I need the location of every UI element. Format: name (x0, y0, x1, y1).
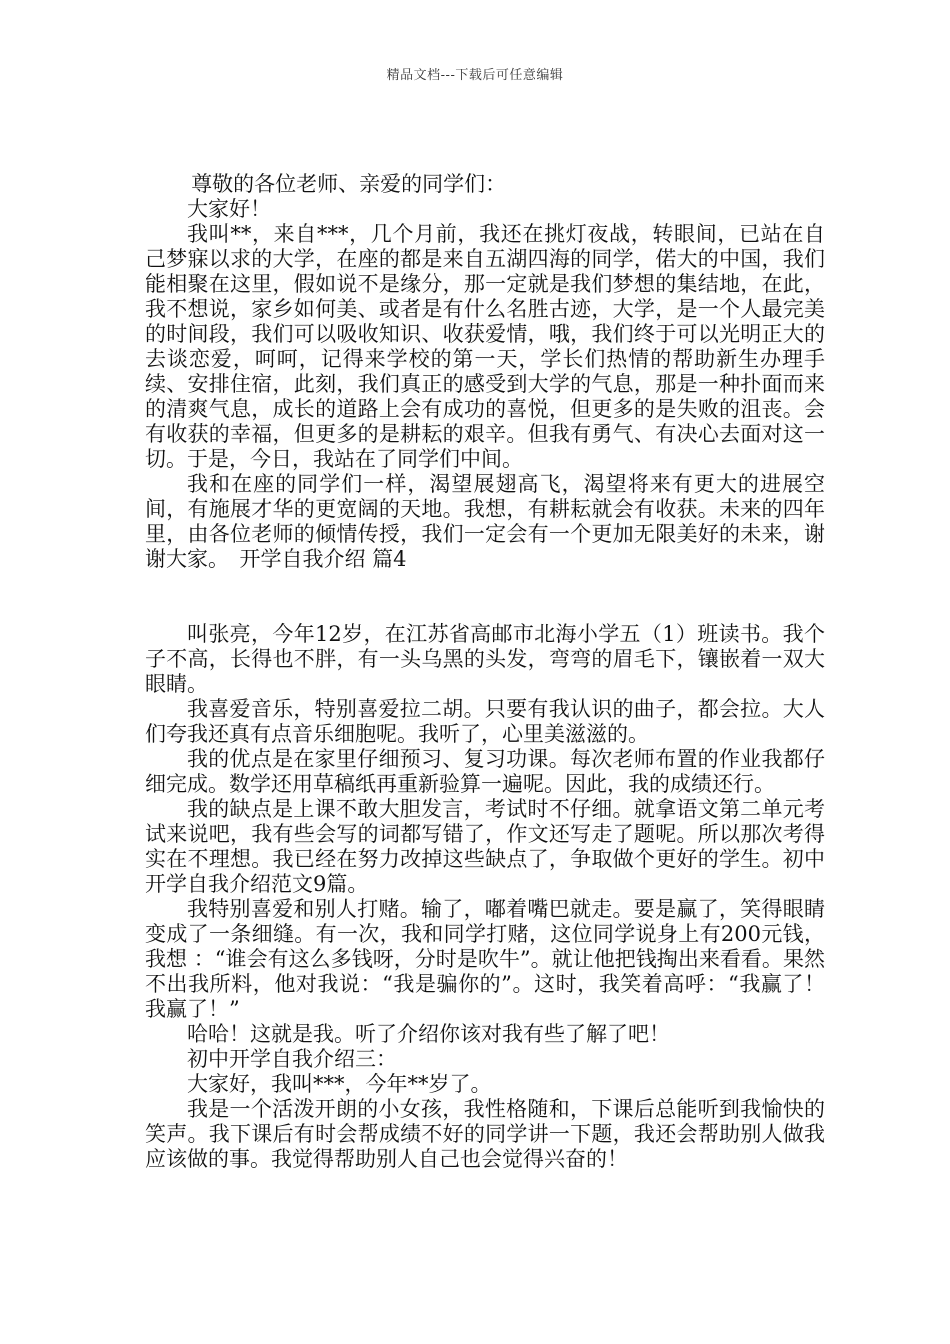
paragraph: 叫张亮，今年12岁，在江苏省高邮市北海小学五（1）班读书。我个子不高，长得也不胖，有一头乌黑的头发，弯弯的眉毛下，镶嵌着一双大眼睛。 (145, 622, 825, 696)
paragraph: 我特别喜爱和别人打赌。输了，嘟着嘴巴就走。要是赢了，笑得眼睛变成了一条细缝。有一次，我和同学打赌，这位同学说身上有200元钱，我想 ：“谁会有这么多钱呀，分时是吹牛”。就让他把钱掏出来看看。果然不出我所料，他对我说：“我是骗你的”。这时，我笑着高呼：“我赢了！我赢了！” (145, 897, 825, 1021)
section-title: 开学自我介绍 篇4 (239, 547, 407, 571)
subheading: 初中开学自我介绍三： (187, 1047, 397, 1071)
paragraph (145, 472, 825, 572)
paragraph: 我叫**，来自***，几个月前，我还在挑灯夜战，转眼间，已站在自己梦寐以求的大学，在座的都是来自五湖四海的同学，偌大的中国，我们能相聚在这里，假如说不是缘分，那一定就是我们梦想的集结地，在此，我不想说，家乡如何美、或者是有什么名胜古迹，大学，是一个人最完美的时间段，我们可以吸收知识、收获爱情，哦，我们终于可以光明正大的去谈恋爱，呵呵，记得来学校的第一天，学长们热情的帮助新生办理手续、安排住宿，此刻，我们真正的感受到大学的气息，那是一种扑面而来的清爽气息，成长的道路上会有成功的喜悦，但更多的是失败的沮丧。会有收获的幸福，但更多的是耕耘的艰辛。但我有勇气、有决心去面对这一切。于是，今日，我站在了同学们中间。 (145, 222, 825, 471)
paragraph: 我喜爱音乐，特别喜爱拉二胡。只要有我认识的曲子，都会拉。大人们夸我还真有点音乐细胞呢。我听了，心里美滋滋的。 (145, 697, 825, 746)
salutation: 尊敬的各位老师、亲爱的同学们： (191, 172, 507, 196)
greeting: 大家好！ (187, 197, 271, 221)
paragraph: 我是一个活泼开朗的小女孩，我性格随和，下课后总能听到我愉快的笑声。我下课后有时会帮成绩不好的同学讲一下题，我还会帮助别人做我应该做的事。我觉得帮助别人自己也会觉得兴奋的！ (145, 1097, 825, 1171)
page-header: 精品文档---下载后可任意编辑 (386, 68, 564, 83)
document-body (145, 172, 825, 1172)
paragraph: 哈哈！这就是我。听了介绍你该对我有些了解了吧！ (187, 1022, 670, 1046)
paragraph-text: 我和在座的同学们一样，渴望展翅高飞，渴望将来有更大的进展空间，有施展才华的更宽阔的天地。我想，有耕耘就会有收获。未来的四年里，由各位老师的倾情传授，我们一定会有一个更加无限美好的未来，谢谢大家。 (145, 472, 825, 571)
section-gap (145, 572, 825, 622)
paragraph: 我的优点是在家里仔细预习、复习功课。每次老师布置的作业我都仔细完成。数学还用草稿纸再重新验算一遍呢。因此，我的成绩还行。 (145, 747, 825, 796)
paragraph: 大家好，我叫***，今年**岁了。 (187, 1072, 492, 1096)
paragraph: 我的缺点是上课不敢大胆发言，考试时不仔细。就拿语文第二单元考试来说吧，我有些会写的词都写错了，作文还写走了题呢。所以那次考得实在不理想。我已经在努力改掉这些缺点了，争取做个更好的学生。初中开学自我介绍范文9篇。 (145, 797, 825, 896)
